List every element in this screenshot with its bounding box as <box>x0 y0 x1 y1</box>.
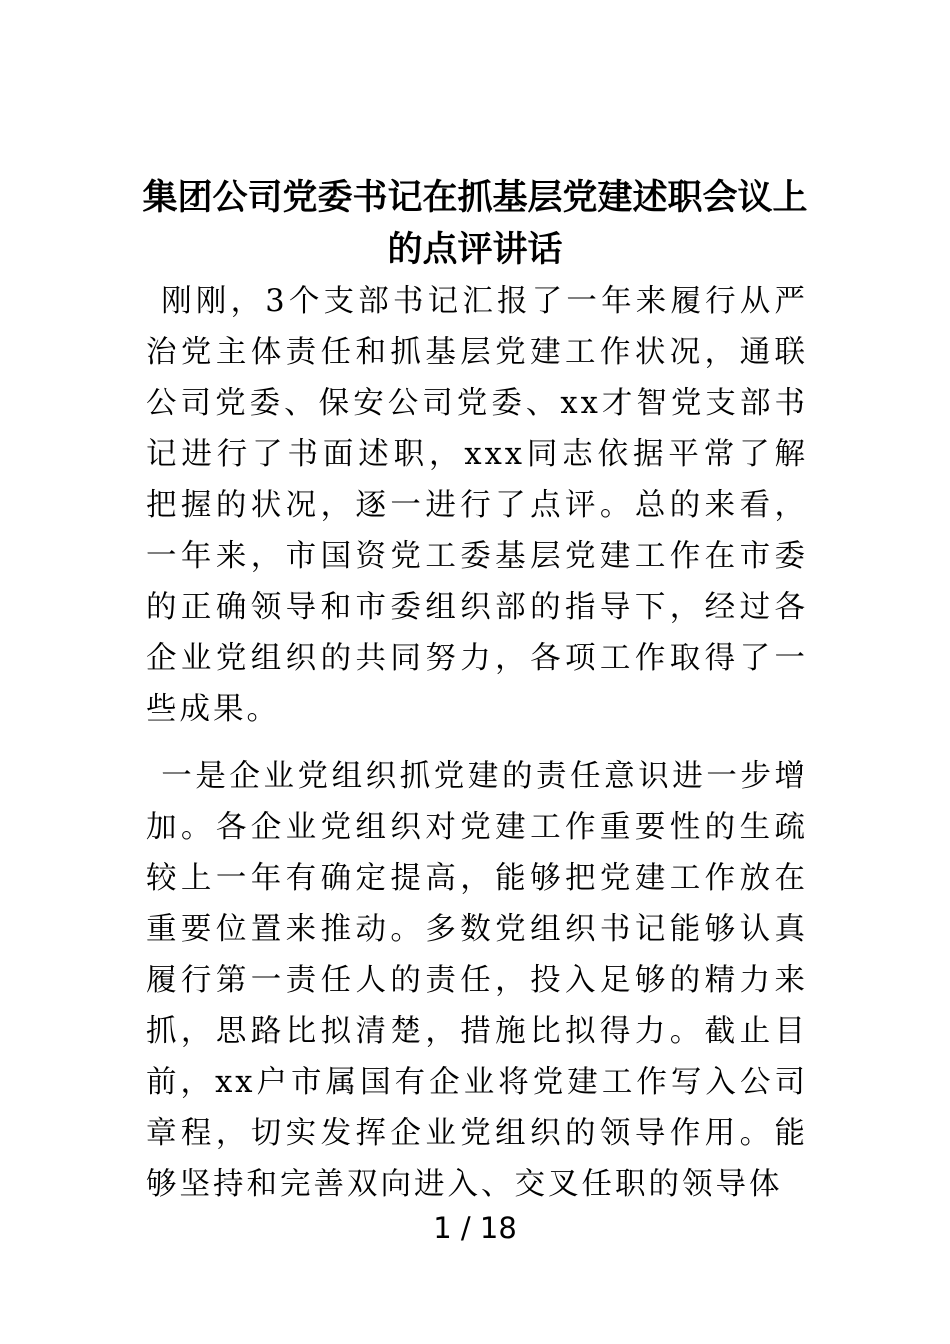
page-indicator: 1 / 18 <box>433 1211 517 1245</box>
document-body <box>146 276 808 1210</box>
document-title: 集团公司党委书记在抓基层党建述职会议上的点评讲话 <box>142 178 808 270</box>
paragraph-point-one: 一是企业党组织抓党建的责任意识进一步增加。各企业党组织对党建工作重要性的生疏较上一年有确定提高，能够把党建工作放在重要位置来推动。多数党组织书记能够认真履行第一责任人的责任，投入足够的精力来抓，思路比拟清楚，措施比拟得力。截止目前，xx户市属国有企业将党建工作写入公司章程，切实发挥企业党组织的领导作用。能够坚持和完善双向进入、交叉任职的领导体 <box>146 759 808 1202</box>
paragraph-intro: 刚刚，3个支部书记汇报了一年来履行从严治党主体责任和抓基层党建工作状况，通联公司党委、保安公司党委、xx才智党支部书记进行了书面述职，xxx同志依据平常了解把握的状况，逐一进行了点评。总的来看，一年来，市国资党工委基层党建工作在市委的正确领导和市委组织部的指导下，经过各企业党组织的共同努力，各项工作取得了一些成果。 <box>146 284 808 727</box>
